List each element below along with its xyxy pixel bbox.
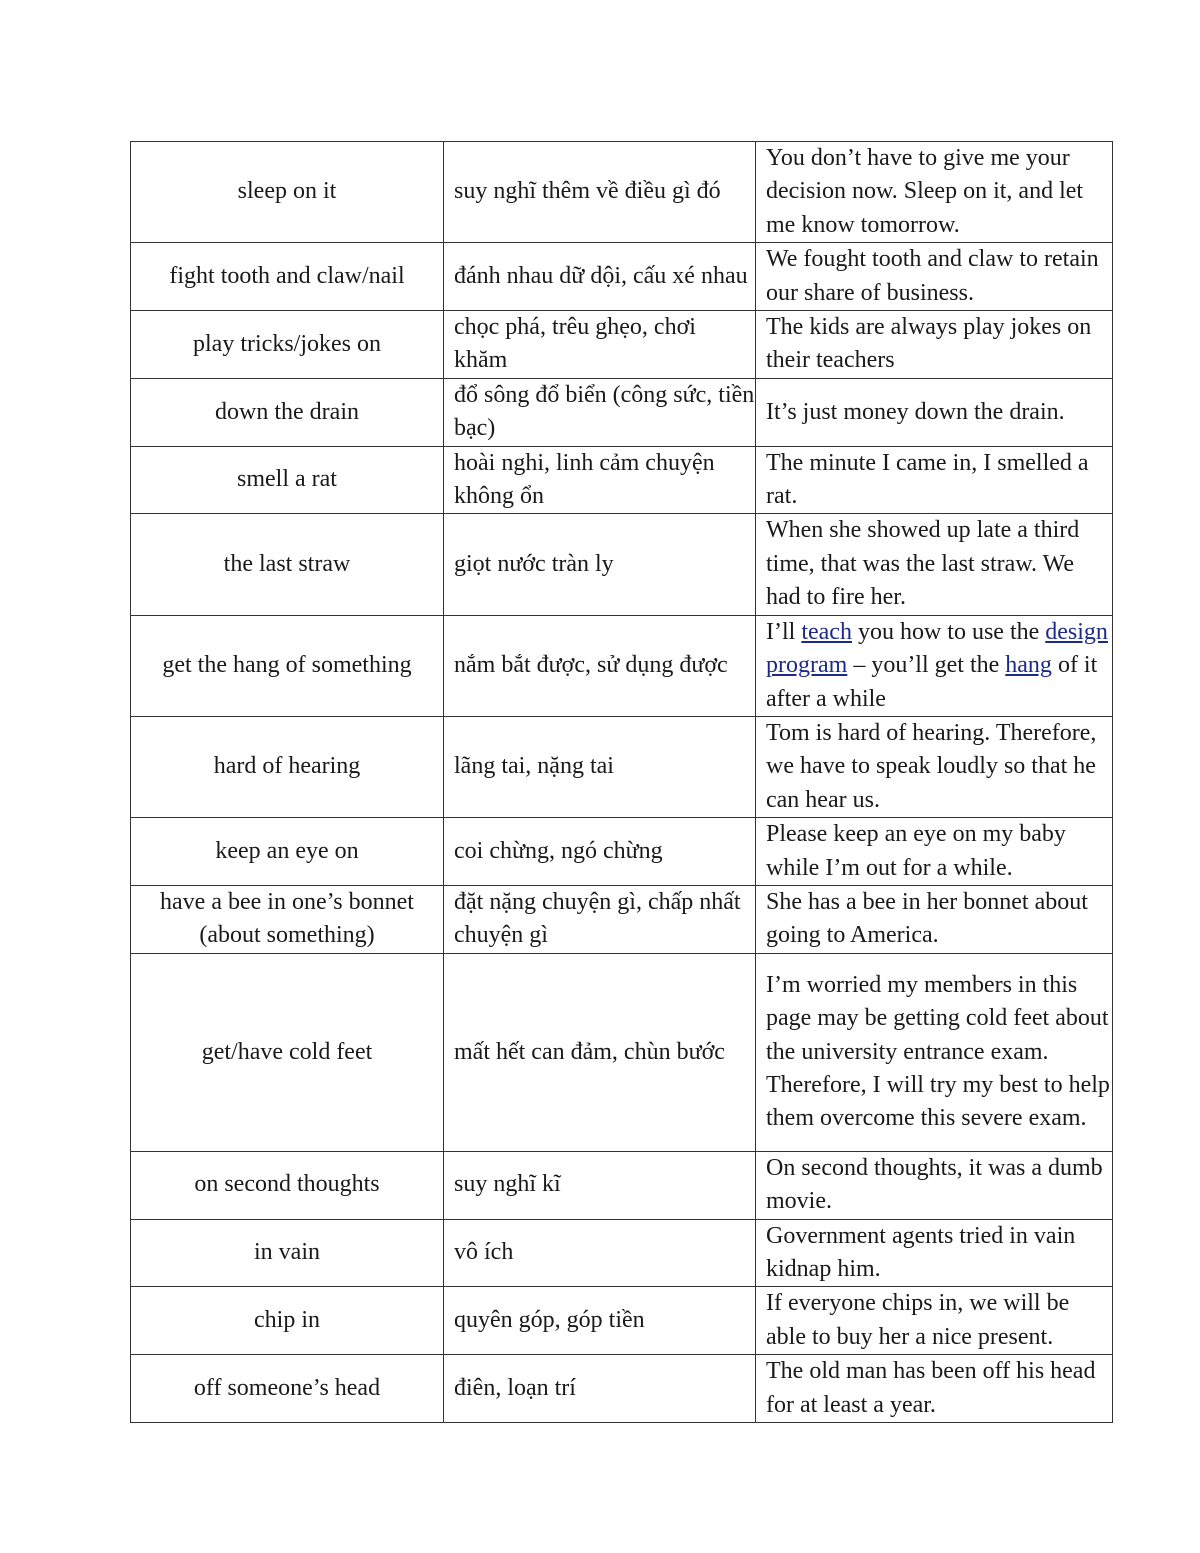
idiom-cell: the last straw [131,514,444,615]
example-text: Please keep an eye on my baby while I’m out for a while. [766,821,1066,881]
meaning-cell: suy nghĩ thêm về điều gì đó [444,142,756,243]
table-row [131,446,1113,514]
table-row [131,1151,1113,1219]
example-text: We fought tooth and claw to retain our share of business. [766,246,1099,306]
example-cell [756,311,1113,379]
example-cell [756,142,1113,243]
example-cell [756,615,1113,716]
table-row [131,514,1113,615]
example-cell [756,1355,1113,1423]
example-link[interactable]: hang [1005,652,1052,679]
idiom-cell: off someone’s head [131,1355,444,1423]
meaning-cell: đặt nặng chuyện gì, chấp nhất chuyện gì [444,885,756,953]
example-text: It’s just money down the drain. [766,398,1065,425]
meaning-cell: chọc phá, trêu ghẹo, chơi khăm [444,311,756,379]
example-cell [756,818,1113,886]
example-text: Tom is hard of hearing. Therefore, we have to speak loudly so that he can hear us. [766,719,1097,813]
example-cell [756,716,1113,817]
meaning-cell: hoài nghi, linh cảm chuyện không ổn [444,446,756,514]
example-text: The kids are always play jokes on their teachers [766,314,1092,374]
table-row [131,378,1113,446]
example-link[interactable]: program [766,652,848,679]
table-row [131,885,1113,953]
idiom-cell: get the hang of something [131,615,444,716]
example-cell [756,1151,1113,1219]
idiom-cell: on second thoughts [131,1151,444,1219]
example-cell [756,885,1113,953]
table-row [131,953,1113,1151]
example-text: The minute I came in, I smelled a rat. [766,449,1089,510]
example-cell [756,243,1113,311]
idiom-cell: keep an eye on [131,818,444,886]
table-row [131,142,1113,243]
meaning-cell: quyên góp, góp tiền [444,1287,756,1355]
meaning-cell: điên, loạn trí [444,1355,756,1423]
example-link[interactable]: design [1045,618,1108,645]
example-text: of it after a while [766,652,1098,712]
meaning-cell: giọt nước tràn ly [444,514,756,615]
idiom-cell: fight tooth and claw/nail [131,243,444,311]
idiom-cell: get/have cold feet [131,953,444,1151]
example-cell [756,1287,1113,1355]
meaning-cell: mất hết can đảm, chùn bước [444,953,756,1151]
idiom-cell: smell a rat [131,446,444,514]
idiom-cell: play tricks/jokes on [131,311,444,379]
meaning-cell: nắm bắt được, sử dụng được [444,615,756,716]
example-text: you how to use the [851,618,1046,645]
table-row [131,1355,1113,1423]
document-page [130,141,1112,1423]
idiom-cell: hard of hearing [131,716,444,817]
table-row [131,1219,1113,1287]
table-row [131,818,1113,886]
idiom-table-body [131,142,1113,1423]
example-cell [756,953,1113,1151]
idiom-cell: down the drain [131,378,444,446]
example-cell [756,446,1113,514]
idiom-cell: chip in [131,1287,444,1355]
example-text: I’m worried my members in this page may be getting cold feet about the university entrance exam. Therefore, I will try my best to help them overcome this severe exam. [766,971,1110,1132]
meaning-cell: vô ích [444,1219,756,1287]
example-text: When she showed up late a third time, that was the last straw. We had to fire her. [766,517,1080,611]
table-row [131,311,1113,379]
example-cell [756,378,1113,446]
table-row [131,243,1113,311]
example-cell [756,1219,1113,1287]
example-text: – you’ll get the [847,652,1006,679]
table-row [131,716,1113,817]
idiom-cell: have a bee in one’s bonnet (about something) [131,885,444,953]
example-text: Government agents tried in vain kidnap him. [766,1222,1076,1282]
example-text: If everyone chips in, we will be able to buy her a nice present. [766,1290,1070,1350]
table-row [131,1287,1113,1355]
idiom-cell: sleep on it [131,142,444,243]
example-text: I’ll [766,618,802,645]
example-link[interactable]: teach [801,618,852,645]
meaning-cell: đánh nhau dữ dội, cấu xé nhau [444,243,756,311]
idiom-cell: in vain [131,1219,444,1287]
example-cell [756,514,1113,615]
example-text: She has a bee in her bonnet about going to America. [766,888,1088,949]
meaning-cell: coi chừng, ngó chừng [444,818,756,886]
meaning-cell: suy nghĩ kĩ [444,1151,756,1219]
example-text: The old man has been off his head for at least a year. [766,1358,1096,1418]
table-row [131,615,1113,716]
example-text: On second thoughts, it was a dumb movie. [766,1154,1103,1215]
example-text: You don’t have to give me your decision now. Sleep on it, and let me know tomorrow. [766,145,1084,238]
meaning-cell: lãng tai, nặng tai [444,716,756,817]
meaning-cell: đổ sông đổ biển (công sức, tiền bạc) [444,378,756,446]
idiom-table [130,141,1113,1423]
